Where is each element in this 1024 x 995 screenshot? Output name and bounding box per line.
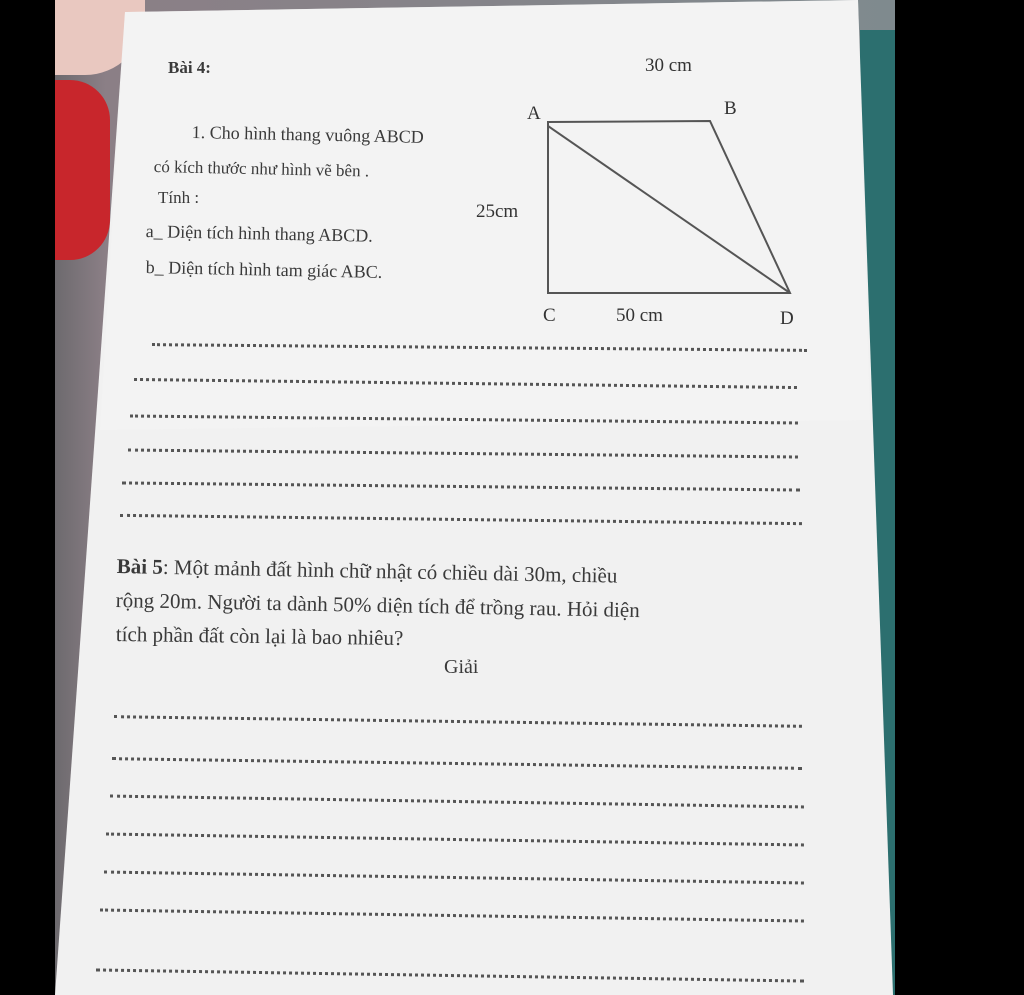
exercise-5-text-line-1: : Một mảnh đất hình chữ nhật có chiều dài 30m, chiều (162, 554, 618, 588)
diagonal-ad (548, 126, 790, 293)
vertex-c-label: C (543, 305, 556, 326)
exercise-5-title: Bài 5 (116, 554, 164, 579)
exercise-4-part-a: a_ Diện tích hình thang ABCD. (145, 221, 373, 246)
exercise-5-text-line-2: rộng 20m. Người ta dành 50% diện tích để trồng rau. Hỏi diện (115, 588, 640, 623)
exercise-4-question-line-3: Tính : (158, 188, 200, 207)
exercise-4-title: Bài 4: (168, 58, 211, 77)
bottom-side-length: 50 cm (616, 305, 663, 326)
exercise-4-part-b: b_ Diện tích hình tam giác ABC. (145, 257, 383, 282)
exercise-5-text-line-3: tích phần đất còn lại là bao nhiêu? (115, 622, 404, 651)
top-side-length: 30 cm (645, 55, 692, 76)
vertex-a-label: A (527, 103, 541, 124)
exercise-4-question-line-1: 1. Cho hình thang vuông ABCD (191, 122, 424, 147)
vertex-d-label: D (780, 308, 794, 329)
vertex-b-label: B (724, 98, 737, 119)
exercise-4-question-line-2: có kích thước như hình vẽ bên . (153, 157, 370, 181)
solution-label: Giải (444, 656, 479, 678)
height-length: 25cm (476, 201, 519, 222)
